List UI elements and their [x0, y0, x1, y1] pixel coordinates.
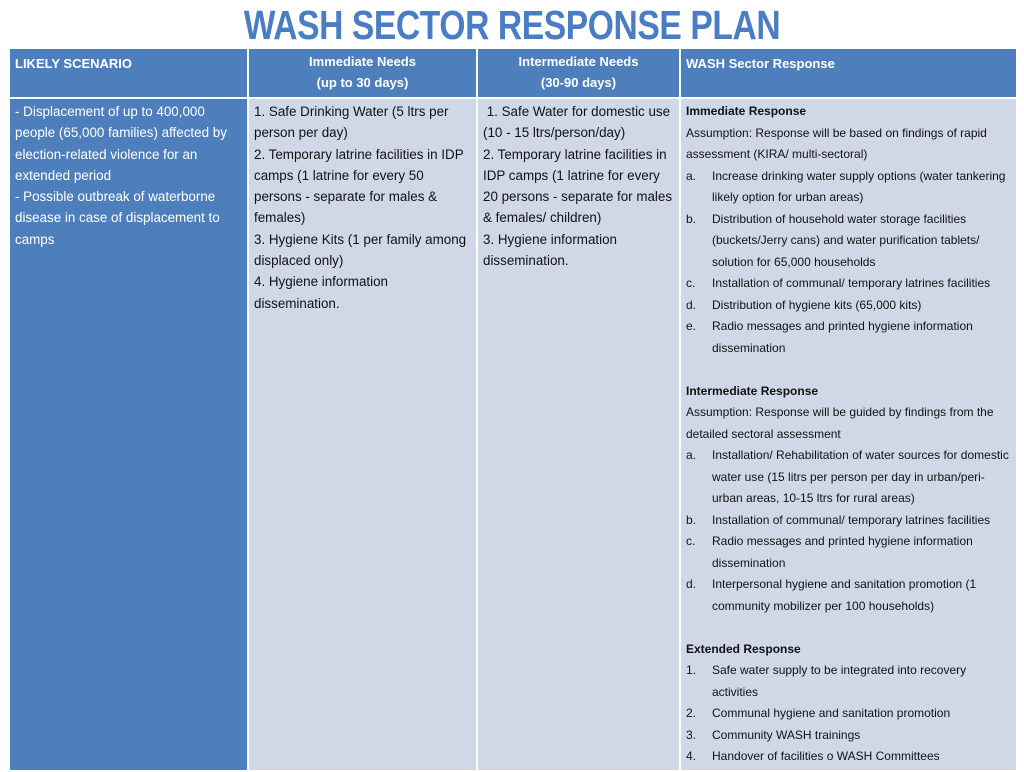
scenario-cell — [9, 98, 248, 771]
header-intermediate-needs — [477, 48, 680, 98]
wash-response-cell — [680, 98, 1017, 771]
intermediate-needs-cell — [477, 98, 680, 771]
need-item: 3. Hygiene information dissemination. — [483, 231, 617, 269]
list-item-text: Community WASH trainings — [712, 727, 861, 742]
immediate-needs-cell — [248, 98, 477, 771]
header-label: Intermediate Needs — [518, 54, 639, 69]
intermediate-response-list — [686, 445, 1011, 617]
list-marker: c. — [686, 534, 696, 548]
immediate-response-assumption: Assumption: Response will be based on findings of rapid assessment (KIRA/ multi-sectoral) — [686, 125, 987, 161]
list-marker: e. — [686, 319, 697, 333]
immediate-response-heading: Immediate Response — [686, 104, 807, 118]
need-item: 1. Safe Water for domestic use (10 - 15 ltrs/person/day) — [483, 104, 674, 141]
list-item-text: Handover of facilities o WASH Committees — [712, 749, 940, 763]
need-item: 2. Temporary latrine facilities in IDP camps (1 latrine for every 50 persons - separate for males & females) — [254, 146, 464, 226]
list-item — [686, 703, 1011, 725]
table-body-row — [9, 98, 1017, 771]
header-sublabel: (30-90 days) — [540, 75, 617, 90]
list-item — [686, 273, 1011, 295]
list-marker: d. — [686, 577, 697, 591]
header-label: LIKELY SCENARIO — [15, 56, 133, 71]
list-marker: 4. — [686, 749, 697, 763]
list-item — [686, 660, 1011, 703]
list-item-text: Radio messages and printed hygiene information dissemination — [712, 534, 973, 570]
extended-response-heading: Extended Response — [686, 641, 801, 656]
immediate-response-list — [686, 166, 1011, 360]
list-item-text: Installation/ Rehabilitation of water sources for domestic water use (15 litrs per person per day in urban/peri-urban areas, 10-15 ltrs for rural areas) — [712, 448, 1009, 505]
intermediate-response-assumption: Assumption: Response will be guided by findings from the detailed sectoral assessment — [686, 405, 994, 441]
section-spacer — [686, 359, 1011, 381]
list-item — [686, 166, 1011, 209]
list-item — [686, 725, 1011, 747]
need-item: 1. Safe Drinking Water (5 ltrs per person per day) — [254, 104, 449, 141]
header-label: WASH Sector Response — [686, 56, 835, 71]
list-item-text: Installation of communal/ temporary latrines facilities — [712, 512, 991, 527]
list-marker: 2. — [686, 706, 697, 720]
list-item — [686, 445, 1011, 510]
table-header-row — [9, 48, 1017, 98]
list-item — [686, 316, 1011, 359]
list-marker: d. — [686, 297, 697, 312]
header-immediate-needs — [248, 48, 477, 98]
header-wash-sector-response — [680, 48, 1017, 98]
list-item-text: Communal hygiene and sanitation promotion — [712, 706, 951, 720]
response-plan-table — [8, 47, 1018, 772]
scenario-item: - Displacement of up to 400,000 people (65,000 families) affected by election-related violence for an extended period — [15, 104, 227, 183]
header-likely-scenario — [9, 48, 248, 98]
list-marker: 3. — [686, 727, 697, 742]
list-item-text: Radio messages and printed hygiene information dissemination — [712, 319, 973, 355]
scenario-item: - Possible outbreak of waterborne disease in case of displacement to camps — [15, 189, 220, 247]
list-marker: c. — [686, 276, 696, 290]
list-item-text: Distribution of household water storage facilities (buckets/Jerry cans) and water purification tablets/ solution for 65,000 households — [712, 211, 980, 269]
list-marker: 1. — [686, 663, 697, 677]
section-spacer — [686, 617, 1011, 639]
intermediate-response-heading: Intermediate Response — [686, 383, 819, 398]
page-title: WASH SECTOR RESPONSE PLAN — [243, 2, 781, 48]
list-item — [686, 531, 1011, 574]
list-item — [686, 295, 1011, 317]
list-marker: b. — [686, 512, 697, 527]
header-sublabel: (up to 30 days) — [316, 75, 409, 90]
list-item — [686, 510, 1011, 532]
need-item: 2. Temporary latrine facilities in IDP camps (1 latrine for every 20 persons - separate for males & females/ children) — [483, 146, 673, 226]
list-marker: a. — [686, 168, 697, 183]
list-item-text: Increase drinking water supply options (water tankering likely option for urban areas) — [712, 168, 1006, 204]
list-item-text: Safe water supply to be integrated into recovery activities — [712, 663, 967, 699]
list-item-text: Installation of communal/ temporary latrines facilities — [712, 276, 991, 290]
list-item-text: Interpersonal hygiene and sanitation promotion (1 community mobilizer per 100 households) — [712, 577, 977, 613]
list-item — [686, 574, 1011, 617]
list-item — [686, 746, 1011, 768]
extended-response-list — [686, 660, 1011, 768]
header-label: Immediate Needs — [309, 54, 416, 69]
list-item — [686, 209, 1011, 274]
need-item: 3. Hygiene Kits (1 per family among displaced only) — [254, 231, 467, 269]
need-item: 4. Hygiene information dissemination. — [254, 274, 388, 311]
list-marker: b. — [686, 211, 697, 226]
list-marker: a. — [686, 448, 697, 462]
list-item-text: Distribution of hygiene kits (65,000 kits) — [712, 297, 922, 312]
